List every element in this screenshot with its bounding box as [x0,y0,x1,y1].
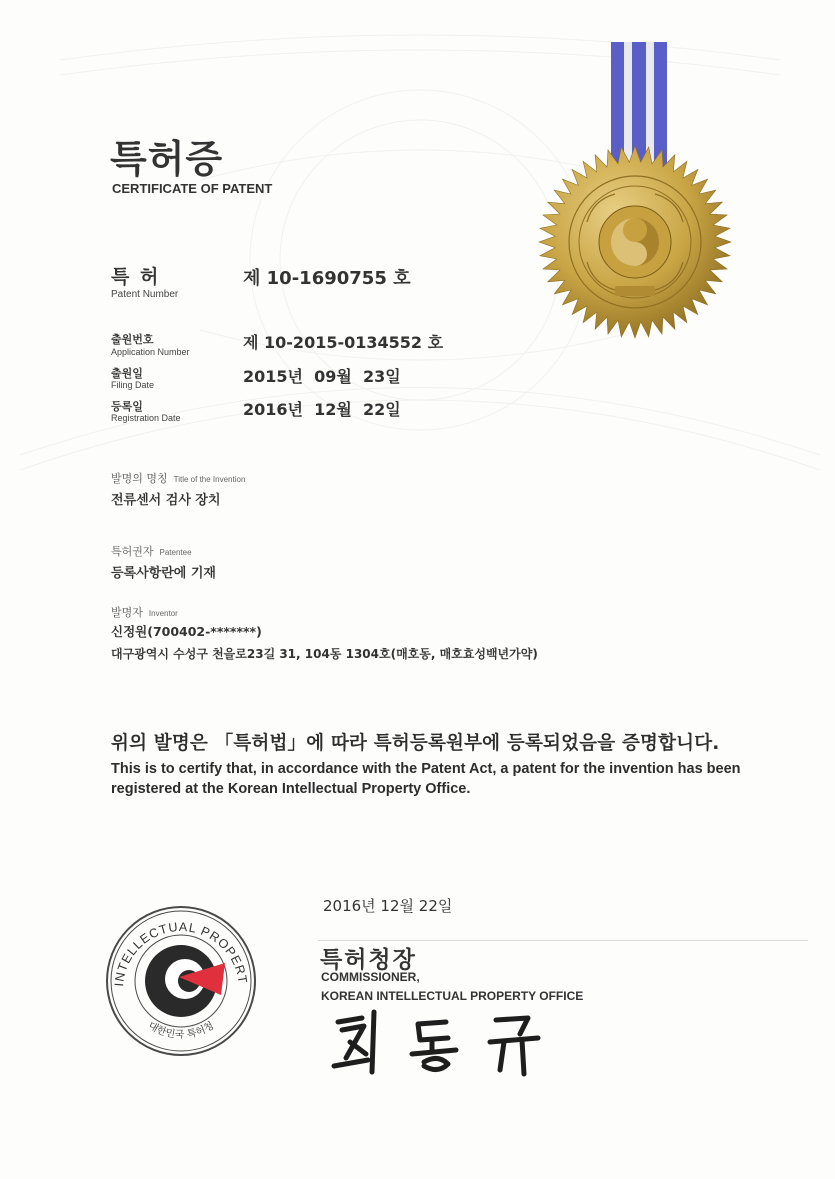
filing-date-label-korean: 출원일 [111,367,143,380]
kipo-office-seal [104,904,258,1058]
filing-date-value: 2015년 09월 23일 [243,367,401,386]
svg-text:KOREAN INTELLECTUAL PROPERTY O: INTELLECTUAL PROPERT [112,919,250,987]
inventor-label-korean: 발명자 [111,606,143,619]
patentee-value: 등록사항란에 기재 [111,566,216,581]
patent-number-value: 제 10-1690755 호 [243,268,411,289]
invention-title-label [111,470,245,486]
office-name-english: KOREAN INTELLECTUAL PROPERTY OFFICE [321,989,584,1003]
certificate-title-korean: 특허증 [110,137,224,181]
invention-title-value: 전류센서 검사 장치 [111,493,221,508]
inventor-name: 신정원(700402-*******) [111,624,262,639]
registration-date-label-korean: 등록일 [111,400,143,413]
commissioner-signature [316,1000,556,1080]
invention-title-label-english: Title of the Invention [173,475,246,484]
patent-number-label-korean: 특 허 [111,266,161,288]
gold-seal-emblem [535,142,735,342]
commissioner-title-english: COMMISSIONER, [321,970,420,984]
patentee-label-korean: 특허권자 [111,545,154,558]
commissioner-title-korean: 특허청장 [320,947,417,973]
inventor-label-english: Inventor [148,609,178,618]
certificate-title-english: CERTIFICATE OF PATENT [112,181,273,196]
application-number-value: 제 10-2015-0134552 호 [243,333,444,352]
svg-text:대한민국 특허청: 대한민국 특허청 [145,1020,217,1041]
invention-title-label-korean: 발명의 명칭 [111,472,168,485]
inventor-address: 대구광역시 수성구 천을로23길 31, 104동 1304호(매호동, 매호효성백년가약) [111,647,538,661]
application-number-label-korean: 출원번호 [111,333,154,346]
filing-date-label-english: Filing Date [111,380,155,390]
patentee-label [111,543,192,559]
certification-text-english: This is to certify that, in accordance with the Patent Act, a patent for the invention has been registered at the Korean Intellectual Property Office. [111,761,741,797]
application-number-label-english: Application Number [111,347,190,357]
issue-date: 2016년 12월 22일 [323,897,453,915]
patentee-label-english: Patentee [159,548,192,557]
registration-date-label-english: Registration Date [111,413,181,423]
registration-date-value: 2016년 12월 22일 [243,400,401,419]
certification-text-korean: 위의 발명은 「특허법」에 따라 특허등록원부에 등록되었음을 증명합니다. [111,733,720,754]
inventor-label [111,604,178,620]
patent-number-label-english: Patent Number [111,289,179,300]
